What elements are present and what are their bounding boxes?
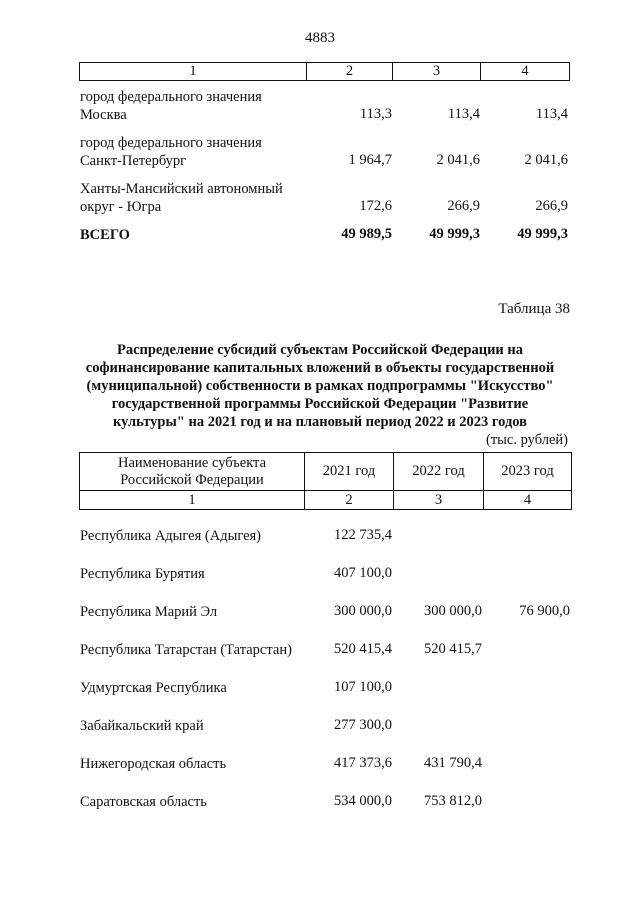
- value-col3: 2 041,6: [436, 152, 480, 168]
- value-col2: 1 964,7: [348, 152, 392, 168]
- value-col2: 172,6: [359, 198, 392, 214]
- row-subject: Республика Бурятия: [80, 566, 205, 582]
- value-2022: 520 415,7: [424, 641, 482, 657]
- value-2021: 107 100,0: [334, 679, 392, 695]
- row-name-line1: город федерального значения: [80, 135, 262, 151]
- row-subject: Республика Марий Эл: [80, 604, 218, 620]
- value-col4: 266,9: [535, 198, 568, 214]
- table-title: [60, 341, 580, 431]
- header-num-2: 2: [305, 491, 394, 510]
- row-name-line1: город федерального значения: [80, 89, 262, 105]
- header-2023: 2023 год: [484, 453, 572, 491]
- value-2023: 76 900,0: [519, 603, 570, 619]
- header-subject-line1: Наименование субъекта: [117, 454, 267, 471]
- row-name-line2: округ - Югра: [80, 199, 162, 215]
- row-subject: Нижегородская область: [80, 756, 227, 772]
- value-2022: 753 812,0: [424, 793, 482, 809]
- title-line: (муниципальной) собственности в рамках подпрограммы "Искусство": [86, 378, 554, 394]
- col-number-1: 1: [80, 63, 307, 81]
- header-num-3: 3: [394, 491, 484, 510]
- total-label: ВСЕГО: [80, 227, 130, 243]
- top-table-header: [79, 62, 570, 81]
- total-col2: 49 989,5: [341, 226, 392, 242]
- value-2021: 277 300,0: [334, 717, 392, 733]
- value-col4: 113,4: [535, 106, 568, 122]
- title-line: софинансирование капитальных вложений в объекты государственной: [85, 360, 555, 376]
- title-line: государственной программы Российской Федерации "Развитие: [111, 396, 529, 412]
- total-col4: 49 999,3: [517, 226, 568, 242]
- row-subject: Республика Татарстан (Татарстан): [80, 642, 292, 658]
- value-2021: 417 373,6: [334, 755, 392, 771]
- title-line: культуры" на 2021 год и на плановый период 2022 и 2023 годов: [112, 414, 528, 430]
- value-2021: 407 100,0: [334, 565, 392, 581]
- main-table-header: [79, 452, 572, 510]
- title-line: Распределение субсидий субъектам Российской Федерации на: [116, 342, 524, 358]
- col-number-3: 3: [393, 63, 481, 81]
- value-2021: 300 000,0: [334, 603, 392, 619]
- value-col4: 2 041,6: [524, 152, 568, 168]
- col-number-2: 2: [307, 63, 393, 81]
- total-col3: 49 999,3: [429, 226, 480, 242]
- header-subject: [80, 453, 305, 491]
- row-name-line2: Санкт-Петербург: [80, 153, 187, 169]
- header-num-4: 4: [484, 491, 572, 510]
- value-2021: 534 000,0: [334, 793, 392, 809]
- value-2021: 122 735,4: [334, 527, 392, 543]
- header-2022: 2022 год: [394, 453, 484, 491]
- table-caption: Таблица 38: [498, 301, 570, 317]
- header-2021: 2021 год: [305, 453, 394, 491]
- header-num-1: 1: [80, 491, 305, 510]
- value-2022: 431 790,4: [424, 755, 482, 771]
- row-name-line1: Ханты-Мансийский автономный: [80, 181, 283, 197]
- row-subject: Саратовская область: [80, 794, 207, 810]
- page-number: 4883: [305, 30, 335, 46]
- col-number-4: 4: [481, 63, 570, 81]
- row-name-line2: Москва: [80, 107, 127, 123]
- value-2021: 520 415,4: [334, 641, 392, 657]
- row-subject: Забайкальский край: [80, 718, 204, 734]
- row-subject: Республика Адыгея (Адыгея): [80, 528, 262, 544]
- row-subject: Удмуртская Республика: [80, 680, 227, 696]
- value-col2: 113,3: [359, 106, 392, 122]
- value-col3: 266,9: [447, 198, 480, 214]
- unit-label: (тыс. рублей): [486, 432, 568, 448]
- value-col3: 113,4: [447, 106, 480, 122]
- header-subject-line2: Российской Федерации: [120, 471, 264, 488]
- value-2022: 300 000,0: [424, 603, 482, 619]
